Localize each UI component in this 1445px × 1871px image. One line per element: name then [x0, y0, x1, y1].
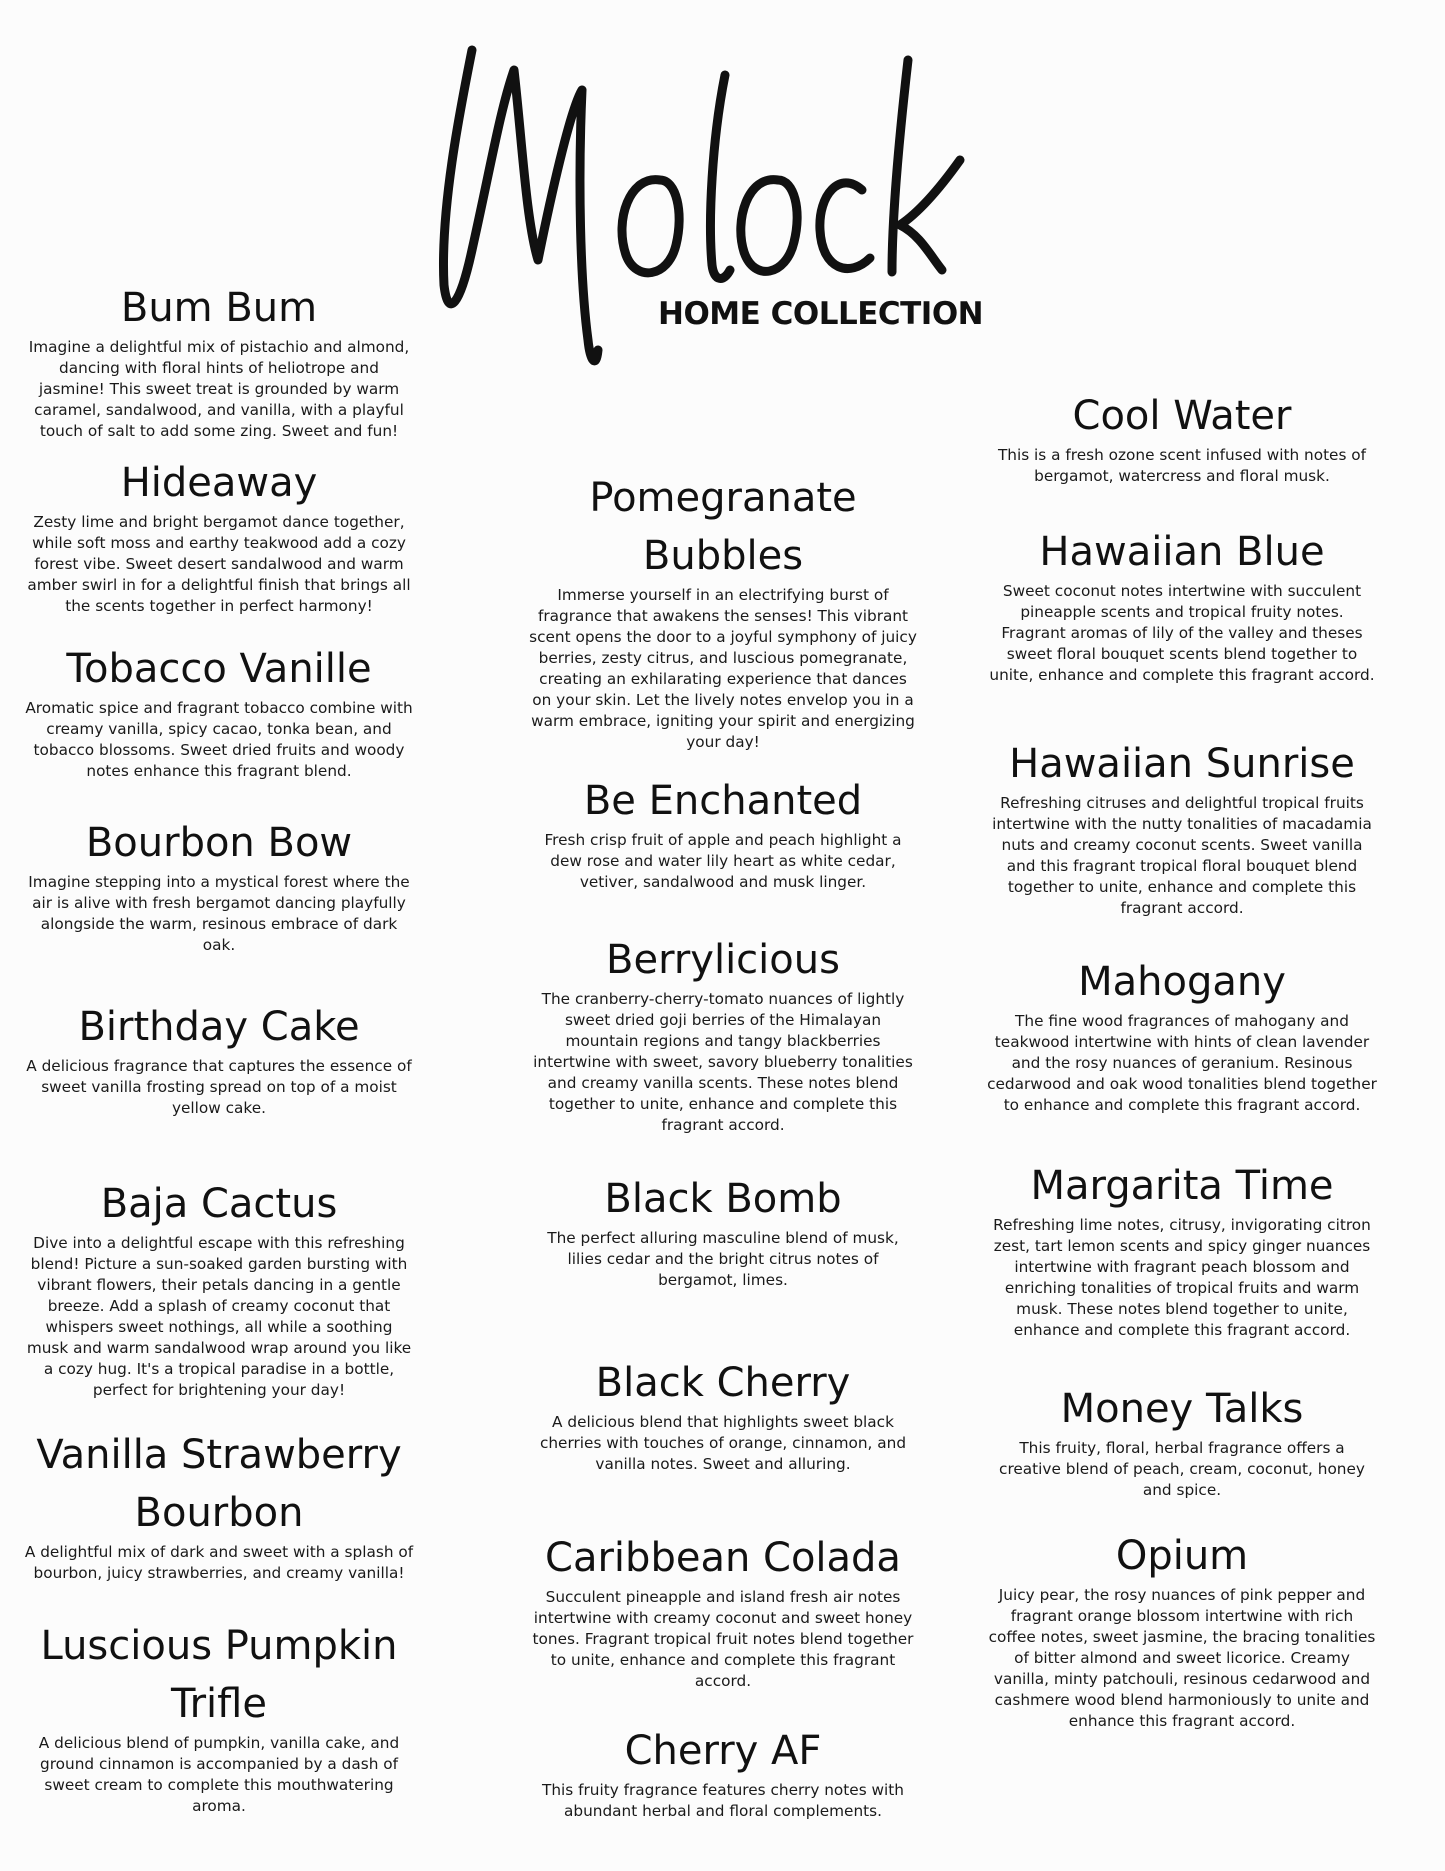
scent-name: Bourbon Bow — [85, 820, 353, 866]
scent-name: Cool Water — [1072, 393, 1292, 439]
scent-description: Aromatic spice and fragrant tobacco combine with creamy vanilla, spicy cacao, tonka bean, and tobacco blossoms. Sweet dried fruits and woody notes enhance this fragrant blend. — [25, 699, 413, 780]
scent-description: A delicious blend of pumpkin, vanilla cake, and ground cinnamon is accompanied by a dash of sweet cream to complete this mouthwatering aroma. — [38, 1734, 400, 1815]
scent-entry — [987, 735, 1377, 919]
scent-entry — [528, 1170, 918, 1291]
scent-entry — [987, 523, 1377, 686]
scent-entry — [24, 454, 414, 617]
scent-description: Imagine stepping into a mystical forest where the air is alive with fresh bergamot dancing playfully alongside the warm, resinous embrace of dark oak. — [28, 873, 410, 954]
brand-logo — [430, 20, 1030, 420]
scent-description: The cranberry-cherry-tomato nuances of lightly sweet dried goji berries of the Himalayan mountain regions and tangy blackberries intertwine with sweet, savory blueberry tonalities and creamy vanilla scents. These notes blend together to unite, enhance and complete this fragrant accord. — [533, 990, 913, 1134]
scent-name: Baja Cactus — [100, 1181, 338, 1227]
scent-name: Black Bomb — [604, 1176, 842, 1222]
scent-description: The perfect alluring masculine blend of musk, lilies cedar and the bright citrus notes of bergamot, limes. — [547, 1229, 899, 1289]
scent-description: Refreshing lime notes, citrusy, invigorating citron zest, tart lemon scents and spicy ginger nuances intertwine with fragrant peach blossom and enriching tonalities of tropical fruits and warm musk. These notes blend together to unite, enhance and complete this fragrant accord. — [993, 1216, 1371, 1339]
scent-entry — [987, 1380, 1377, 1501]
scent-description: Refreshing citruses and delightful tropical fruits intertwine with the nutty tonalities of macadamia nuts and creamy coconut scents. Sweet vanilla and this fragrant tropical floral bouquet blend together to unite, enhance and complete this fragrant accord. — [992, 794, 1372, 917]
scent-description: Imagine a delightful mix of pistachio and almond, dancing with floral hints of heliotrope and jasmine! This sweet treat is grounded by warm caramel, sandalwood, and vanilla, with a playful touch of salt to add some zing. Sweet and fun! — [28, 338, 410, 440]
scent-name: Berrylicious — [606, 937, 840, 983]
logo-subtitle: HOME COLLECTION — [658, 296, 984, 332]
scent-description: This is a fresh ozone scent infused with notes of bergamot, watercress and floral musk. — [997, 446, 1367, 485]
scent-description: The fine wood fragrances of mahogany and teakwood intertwine with hints of clean lavender and the rosy nuances of geranium. Resinous cedarwood and oak wood tonalities blend together to enhance and complete this fragrant accord. — [987, 1012, 1377, 1114]
scent-name: Opium — [1115, 1533, 1249, 1579]
scent-description: Dive into a delightful escape with this refreshing blend! Picture a sun-soaked garden bursting with vibrant flowers, their petals dancing in a gentle breeze. Add a splash of creamy coconut that whispers sweet nothings, all while a soothing musk and warm sandalwood wrap around you like a cozy hug. It's a tropical paradise in a bottle, perfect for brightening your day! — [26, 1234, 412, 1399]
scent-name: Luscious Pumpkin Trifle — [40, 1623, 398, 1727]
scent-name: Be Enchanted — [583, 778, 863, 824]
scent-description: Succulent pineapple and island fresh air notes intertwine with creamy coconut and sweet honey tones. Fragrant tropical fruit notes blend together to unite, enhance and complete this fragrant accord. — [532, 1588, 914, 1690]
scent-name: Hawaiian Blue — [1039, 529, 1325, 575]
scent-entry — [24, 1617, 414, 1817]
scent-description: A delicious blend that highlights sweet black cherries with touches of orange, cinnamon, and vanilla notes. Sweet and alluring. — [539, 1413, 907, 1473]
scent-entry — [24, 279, 414, 442]
scent-name: Tobacco Vanille — [66, 646, 372, 692]
scent-entry — [528, 1529, 918, 1692]
scent-entry — [24, 998, 414, 1119]
scent-description: This fruity fragrance features cherry notes with abundant herbal and floral complements. — [541, 1781, 904, 1820]
scent-entry — [24, 1175, 414, 1401]
scent-name: Hawaiian Sunrise — [1009, 741, 1355, 787]
scent-entry — [24, 640, 414, 782]
scent-description: Fresh crisp fruit of apple and peach highlight a dew rose and water lily heart as white cedar, vetiver, sandalwood and musk linger. — [544, 831, 902, 891]
scent-entry — [528, 931, 918, 1136]
scent-name: Mahogany — [1078, 959, 1286, 1005]
scent-entry — [528, 469, 918, 753]
scent-entry — [24, 1426, 414, 1584]
scent-name: Hideaway — [120, 460, 318, 506]
scent-description: Juicy pear, the rosy nuances of pink pepper and fragrant orange blossom intertwine with rich coffee notes, sweet jasmine, the bracing tonalities of bitter almond and sweet licorice. Creamy vanilla, minty patchouli, resinous cedarwood and cashmere wood blend harmoniously to unite and enhance this fragrant accord. — [988, 1586, 1376, 1730]
scent-name: Caribbean Colada — [545, 1535, 901, 1581]
scent-name: Bum Bum — [120, 285, 318, 331]
scent-name: Margarita Time — [1030, 1163, 1334, 1209]
scent-entry — [528, 1722, 918, 1822]
scent-entry — [528, 1354, 918, 1475]
scent-entry — [987, 1157, 1377, 1341]
logo-script-wordmark — [430, 20, 1030, 420]
scent-description: This fruity, floral, herbal fragrance offers a creative blend of peach, cream, coconut, honey and spice. — [999, 1439, 1365, 1499]
scent-description: A delightful mix of dark and sweet with a splash of bourbon, juicy strawberries, and creamy vanilla! — [24, 1543, 414, 1582]
scent-name: Black Cherry — [595, 1360, 851, 1406]
scent-entry — [987, 1527, 1377, 1732]
scent-name: Pomegranate Bubbles — [589, 475, 857, 579]
scent-name: Money Talks — [1060, 1386, 1304, 1432]
scent-name: Cherry AF — [624, 1728, 822, 1774]
scent-name: Birthday Cake — [78, 1004, 360, 1050]
scent-entry — [24, 814, 414, 956]
scent-entry — [987, 387, 1377, 487]
scent-description: Zesty lime and bright bergamot dance together, while soft moss and earthy teakwood add a cozy forest vibe. Sweet desert sandalwood and warm amber swirl in for a delightful finish that brings all the scents together in perfect harmony! — [27, 513, 411, 615]
scent-entry — [987, 953, 1377, 1116]
scent-description: Sweet coconut notes intertwine with succulent pineapple scents and tropical fruity notes. Fragrant aromas of lily of the valley and theses sweet floral bouquet scents blend together to unite, enhance and complete this fragrant accord. — [989, 582, 1375, 684]
scent-description: A delicious fragrance that captures the essence of sweet vanilla frosting spread on top of a moist yellow cake. — [26, 1057, 412, 1117]
scent-entry — [528, 772, 918, 893]
scent-name: Vanilla Strawberry Bourbon — [36, 1432, 402, 1536]
scent-description: Immerse yourself in an electrifying burst of fragrance that awakens the senses! This vibrant scent opens the door to a joyful symphony of juicy berries, zesty citrus, and luscious pomegranate, creating an exhilarating experience that dances on your skin. Let the lively notes envelop you in a warm embrace, igniting your spirit and energizing your day! — [529, 586, 917, 751]
